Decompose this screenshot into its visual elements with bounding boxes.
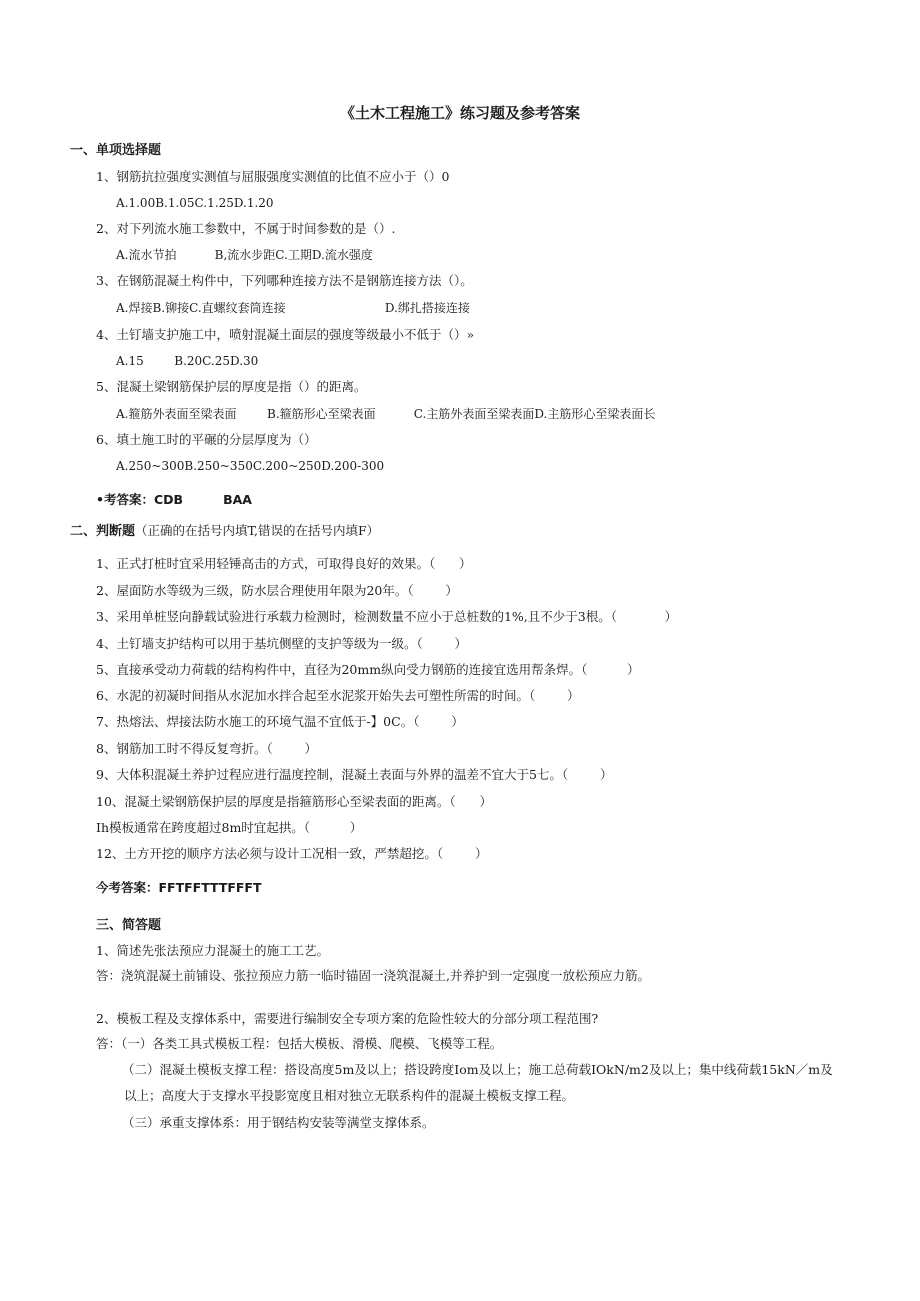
s2-item-3: 3、采用单桩竖向静载试验进行承载力检测时，检测数量不应小于总桩数的1%,且不少于3根。（ ） <box>96 609 678 624</box>
s2-item-11: Ih模板通常在跨度超过8m时宜起拱。（ ） <box>96 820 363 835</box>
s1-question-5: 5、混凝土梁钢筋保护层的厚度是指（）的距离。 <box>96 379 367 394</box>
s3-answer-2-part1: 答：（一）各类工具式模板工程：包括大模板、滑模、爬模、飞模等工程。 <box>96 1036 503 1051</box>
s1-options-4: A.15 B.20C.25D.30 <box>116 354 259 368</box>
s1-question-3: 3、在钢筋混凝土构件中，下列哪种连接方法不是钢筋连接方法（）。 <box>96 273 473 288</box>
s2-item-8: 8、钢筋加工时不得反复弯折。（ ） <box>96 741 317 756</box>
s2-answer-label: 今考答案： <box>96 880 159 895</box>
s2-answer-value: FFTFFTTTFFFT <box>158 880 262 895</box>
section3-heading: 三、简答题 <box>96 918 162 933</box>
s2-item-9: 9、大体积混凝土养护过程应进行温度控制，混凝土表面与外界的温差不宜大于5七。（ ） <box>96 767 613 782</box>
s3-answer-2-part2b: 以上；高度大于支撑水平投影宽度且相对独立无联系构件的混凝土模板支撑工程。 <box>124 1088 575 1103</box>
s1-answer-a: CDB <box>154 492 184 507</box>
s1-question-2: 2、对下列流水施工参数中，不属于时间参数的是（）. <box>96 221 396 236</box>
s2-item-6: 6、水泥的初凝时间指从水泥加水拌合起至水泥浆开始失去可塑性所需的时间。（ ） <box>96 688 580 703</box>
section1-heading: 一、单项选择题 <box>70 143 162 158</box>
s2-item-4: 4、土钉墙支护结构可以用于基坑侧壁的支护等级为一级。（ ） <box>96 636 467 651</box>
section2-note: （正确的在括号内填T,错误的在括号内填F） <box>135 523 380 538</box>
s2-item-12: 12、土方开挖的顺序方法必须与设计工况相一致，严禁超挖。（ ） <box>96 846 488 861</box>
s3-answer-1: 答：浇筑混凝土前铺设、张拉预应力筋一临时锚固一浇筑混凝土,并养护到一定强度一放松预应力筋。 <box>96 968 650 983</box>
s1-question-4: 4、土钉墙支护施工中，喷射混凝土面层的强度等级最小不低于（）» <box>96 327 475 342</box>
section2-heading: 二、判断题 <box>70 524 136 539</box>
section2-heading-line <box>70 523 379 540</box>
s2-item-2: 2、屋面防水等级为三级，防水层合理使用年限为20年。（ ） <box>96 583 458 598</box>
s1-answer-label: •考答案： <box>96 492 154 507</box>
s3-answer-2-part2a: （二）混凝土模板支撑工程：搭设高度5m及以上；搭设跨度Iom及以上；施工总荷载IOkN/m2及以上；集中线荷载15kN／m及 <box>122 1062 833 1077</box>
s2-answer <box>96 880 262 896</box>
s1-options-1: A.1.00B.1.05C.1.25D.1.20 <box>116 196 274 210</box>
s3-question-2: 2、模板工程及支撑体系中，需要进行编制安全专项方案的危险性较大的分部分项工程范围? <box>96 1011 599 1026</box>
s3-answer-2-part3: （三）承重支撑体系：用于钢结构安装等满堂支撑体系。 <box>122 1115 435 1130</box>
s1-options-5: A.箍筋外表面至梁表面 B.箍筋形心至梁表面 C.主筋外表面至梁表面D.主筋形心至梁表面长 <box>116 407 656 421</box>
s1-answer-b: BAA <box>223 492 252 507</box>
s1-options-2: A.流水节拍 B,流水步距C.工期D.流水强度 <box>116 248 373 262</box>
s2-item-5: 5、直接承受动力荷载的结构构件中，直径为20mm纵向受力钢筋的连接宜选用帮条焊。（ ） <box>96 662 640 677</box>
s1-options-6: A.250~300B.250~350C.200~250D.200-300 <box>116 459 385 473</box>
s2-item-10: 10、混凝土梁钢筋保护层的厚度是指箍筋形心至梁表面的距离。（ ） <box>96 794 492 809</box>
s3-question-1: 1、简述先张法预应力混凝土的施工工艺。 <box>96 943 329 958</box>
s2-item-1: 1、正式打桩时宜采用轻锤高击的方式，可取得良好的效果。（ ） <box>96 556 472 571</box>
s1-question-6: 6、填土施工时的平碾的分层厚度为（） <box>96 432 317 447</box>
document-title: 《土木工程施工》练习题及参考答案 <box>339 104 580 122</box>
s1-options-3: A.焊接B.铆接C.直螺纹套筒连接 D.绑扎搭接连接 <box>116 301 470 315</box>
s1-question-1: 1、钢筋抗拉强度实测值与屈服强度实测值的比值不应小于（）0 <box>96 169 450 184</box>
s1-answer <box>96 492 252 508</box>
s2-item-7: 7、热熔法、焊接法防水施工的环境气温不宜低于-】0C。（ ） <box>96 714 464 729</box>
